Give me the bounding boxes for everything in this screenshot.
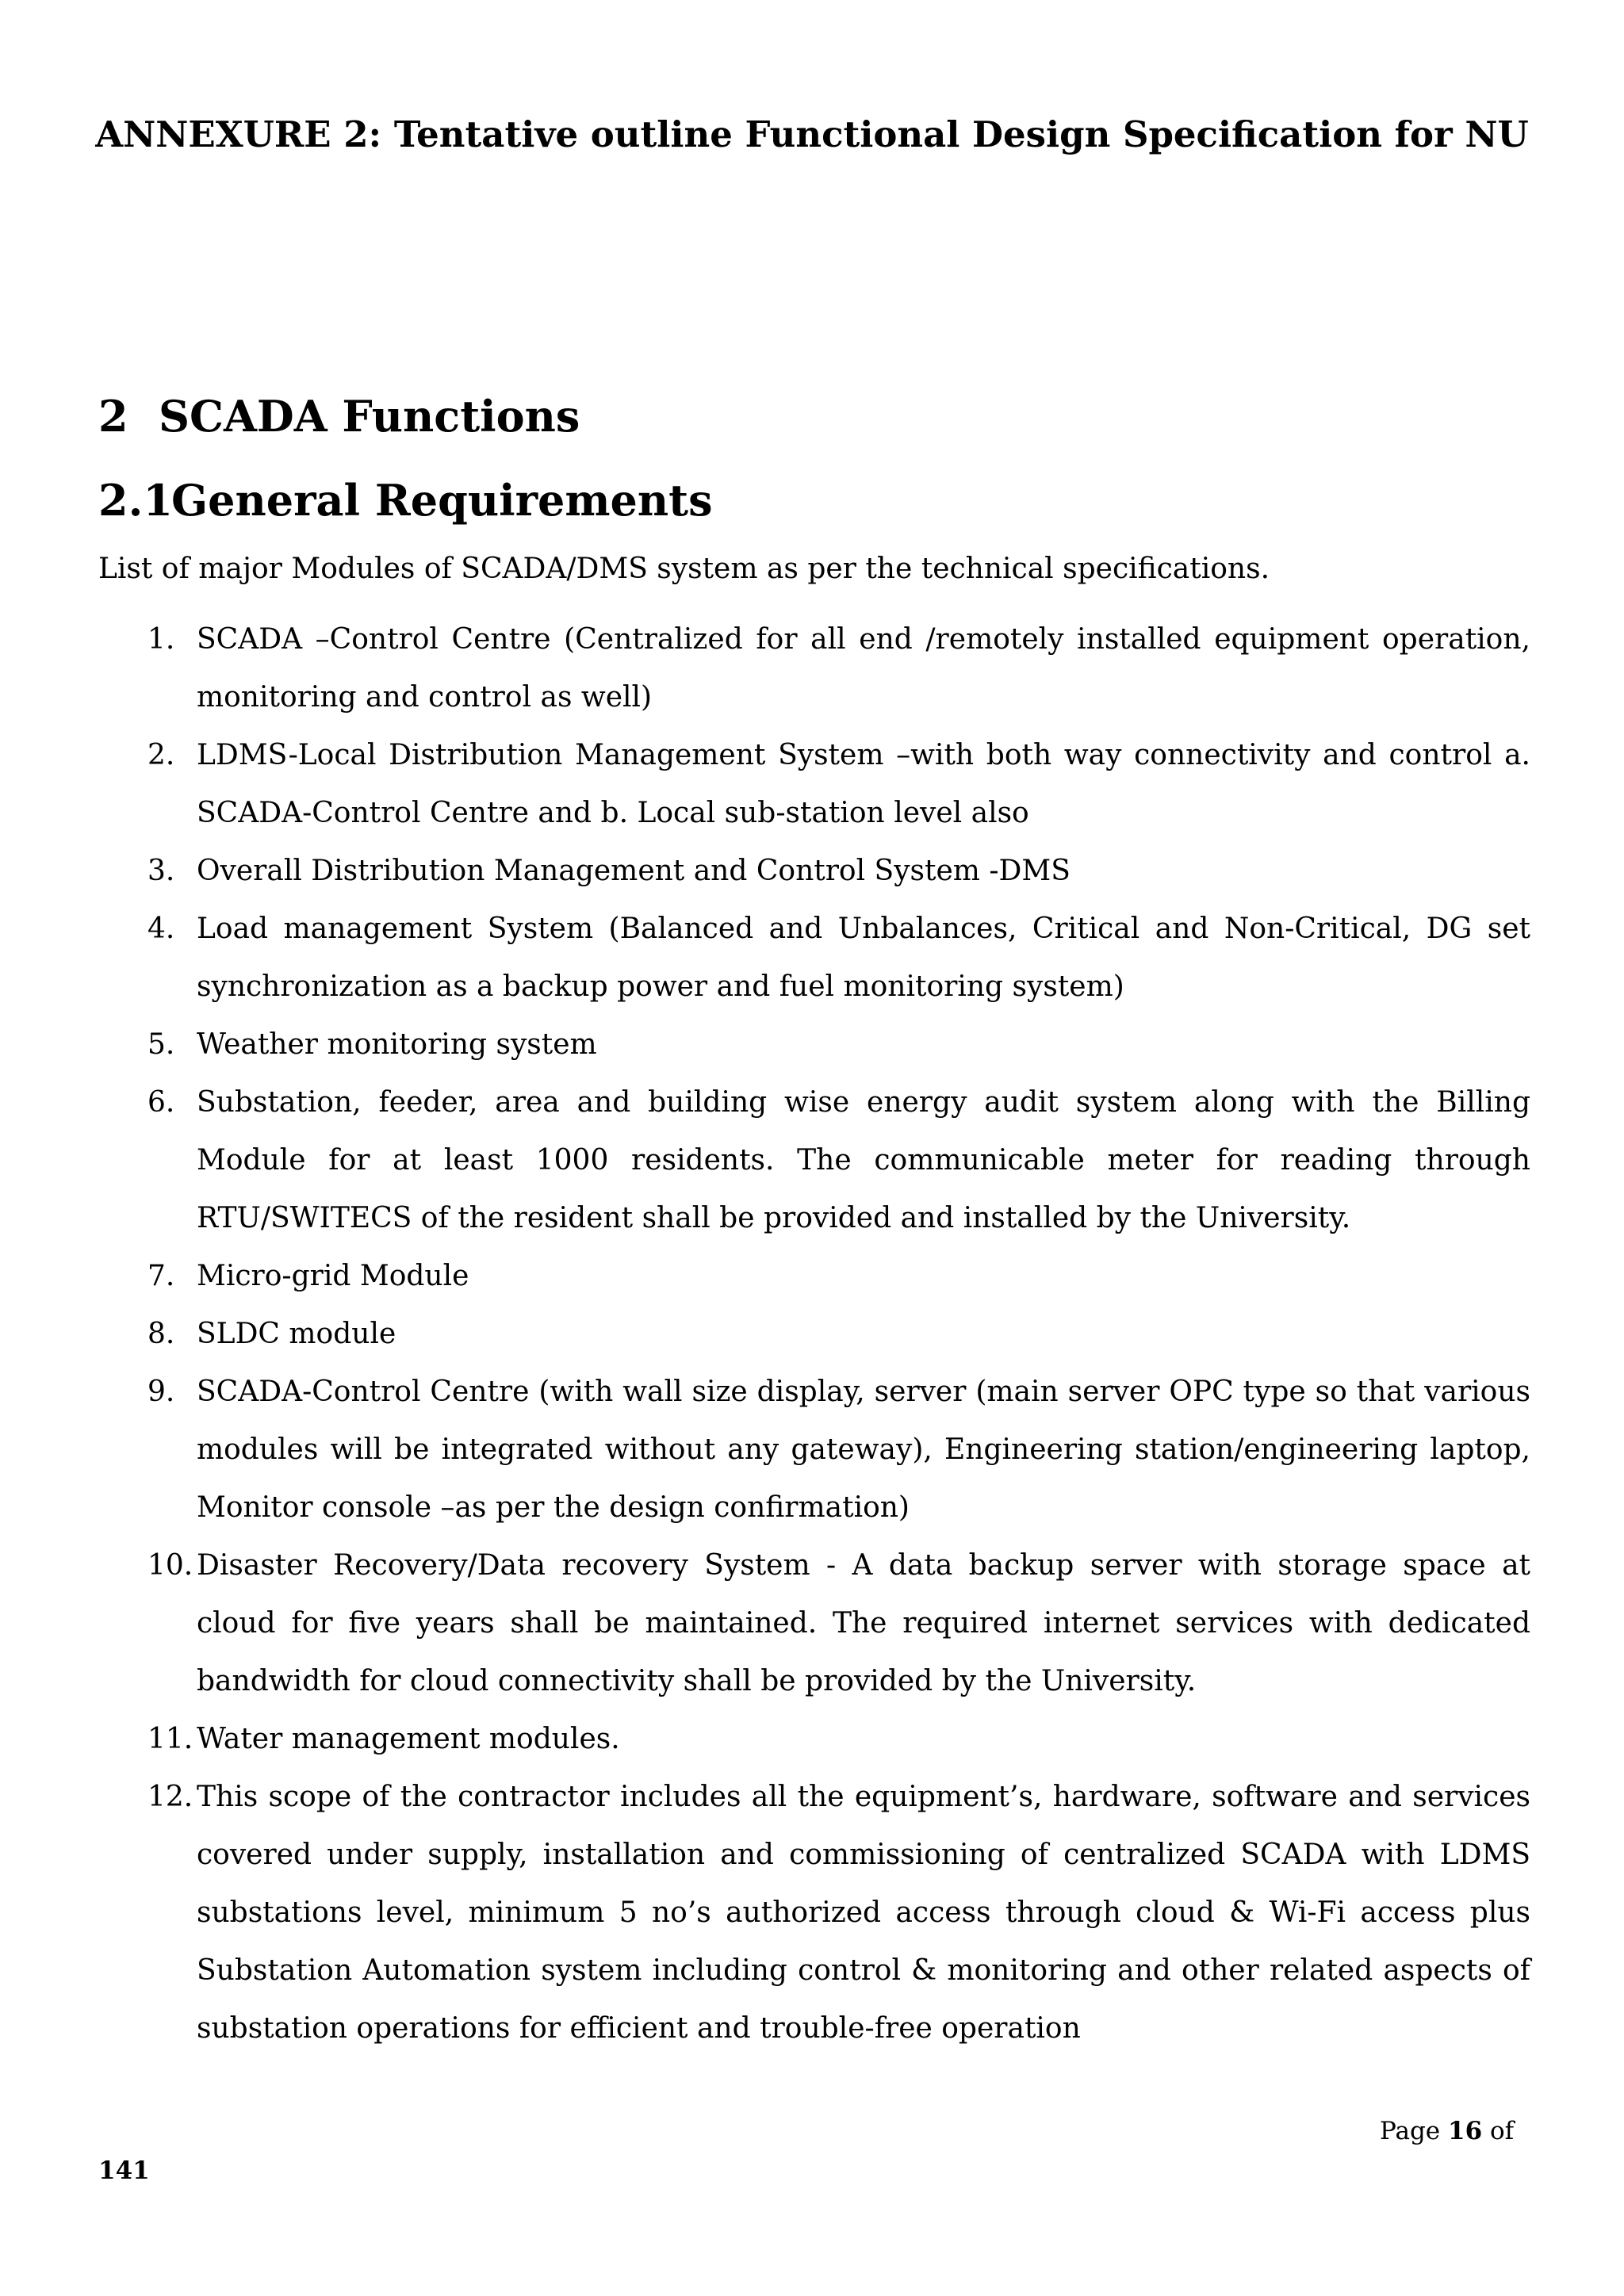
section-heading	[98, 388, 580, 444]
list-item-text: SLDC module	[197, 1318, 396, 1350]
list-item	[0, 1016, 1530, 1073]
modules-list	[0, 610, 1530, 2057]
list-item	[0, 1247, 1530, 1305]
subsection-title: General Requirements	[171, 475, 713, 526]
page-current: 16	[1448, 2117, 1483, 2145]
list-item	[0, 1073, 1530, 1247]
list-item-number: 2.	[147, 739, 175, 771]
list-item-text: Water management modules.	[197, 1723, 620, 1755]
subsection-number: 2.1	[98, 475, 173, 526]
list-item-number: 4.	[147, 913, 175, 945]
list-item-number: 10.	[147, 1549, 193, 1582]
list-item-number: 3.	[147, 855, 175, 887]
list-item-number: 5.	[147, 1028, 175, 1061]
annexure-title: ANNEXURE 2: Tentative outline Functional Design Specification for NU	[95, 113, 1529, 155]
list-item	[0, 900, 1530, 1016]
list-item	[0, 1768, 1530, 2057]
page-total: 141	[98, 2156, 150, 2185]
list-item-text: SCADA –Control Centre (Centralized for all end /remotely installed equipment operation, monitoring and control as well)	[197, 623, 1530, 714]
page-of: of	[1482, 2117, 1515, 2145]
list-item	[0, 726, 1530, 842]
list-item-text: This scope of the contractor includes all the equipment’s, hardware, software and services covered under supply, installation and commissioning of centralized SCADA with LDMS substations level, minimum 5 no’s authorized access through cloud & Wi-Fi access plus Substation Automation system including control & monitoring and other related aspects of substation operations for efficient and trouble-free operation	[197, 1781, 1530, 2045]
list-item	[0, 1305, 1530, 1363]
list-item-number: 9.	[147, 1376, 175, 1408]
section-number: 2	[98, 391, 128, 442]
list-item-text: LDMS-Local Distribution Management System –with both way connectivity and control a. SCADA-Control Centre and b. Local sub-station level also	[197, 739, 1530, 829]
list-item-text: Substation, feeder, area and building wise energy audit system along with the Billing Module for at least 1000 residents. The communicable meter for reading through RTU/SWITECS of the resident shall be provided and installed by the University.	[197, 1086, 1530, 1234]
page-prefix: Page	[1380, 2117, 1448, 2145]
list-item-text: Disaster Recovery/Data recovery System - A data backup server with storage space at cloud for five years shall be maintained. The required internet services with dedicated bandwidth for cloud connectivity shall be provided by the University.	[197, 1549, 1530, 1697]
list-item-text: Weather monitoring system	[197, 1028, 597, 1061]
list-item	[0, 610, 1530, 726]
subsection-heading	[98, 473, 713, 528]
list-item	[0, 842, 1530, 900]
list-item-text: Overall Distribution Management and Control System -DMS	[197, 855, 1071, 887]
list-item-text: Micro-grid Module	[197, 1260, 469, 1292]
list-item-number: 7.	[147, 1260, 175, 1292]
list-item-text: Load management System (Balanced and Unbalances, Critical and Non-Critical, DG set synchronization as a backup power and fuel monitoring system)	[197, 913, 1530, 1003]
list-item	[0, 1710, 1530, 1768]
page-number	[1380, 2115, 1514, 2147]
list-item-number: 12.	[147, 1781, 193, 1813]
list-item-text: SCADA-Control Centre (with wall size display, server (main server OPC type so that various modules will be integrated without any gateway), Engineering station/engineering laptop, Monitor console –as per the design confirmation)	[197, 1376, 1530, 1524]
list-item-number: 6.	[147, 1086, 175, 1119]
list-item	[0, 1363, 1530, 1536]
section-title: SCADA Functions	[159, 391, 580, 442]
list-item-number: 8.	[147, 1318, 175, 1350]
list-item-number: 1.	[147, 623, 175, 656]
list-item	[0, 1536, 1530, 1710]
intro-paragraph: List of major Modules of SCADA/DMS system as per the technical specifications.	[98, 553, 1270, 585]
list-item-number: 11.	[147, 1723, 193, 1755]
